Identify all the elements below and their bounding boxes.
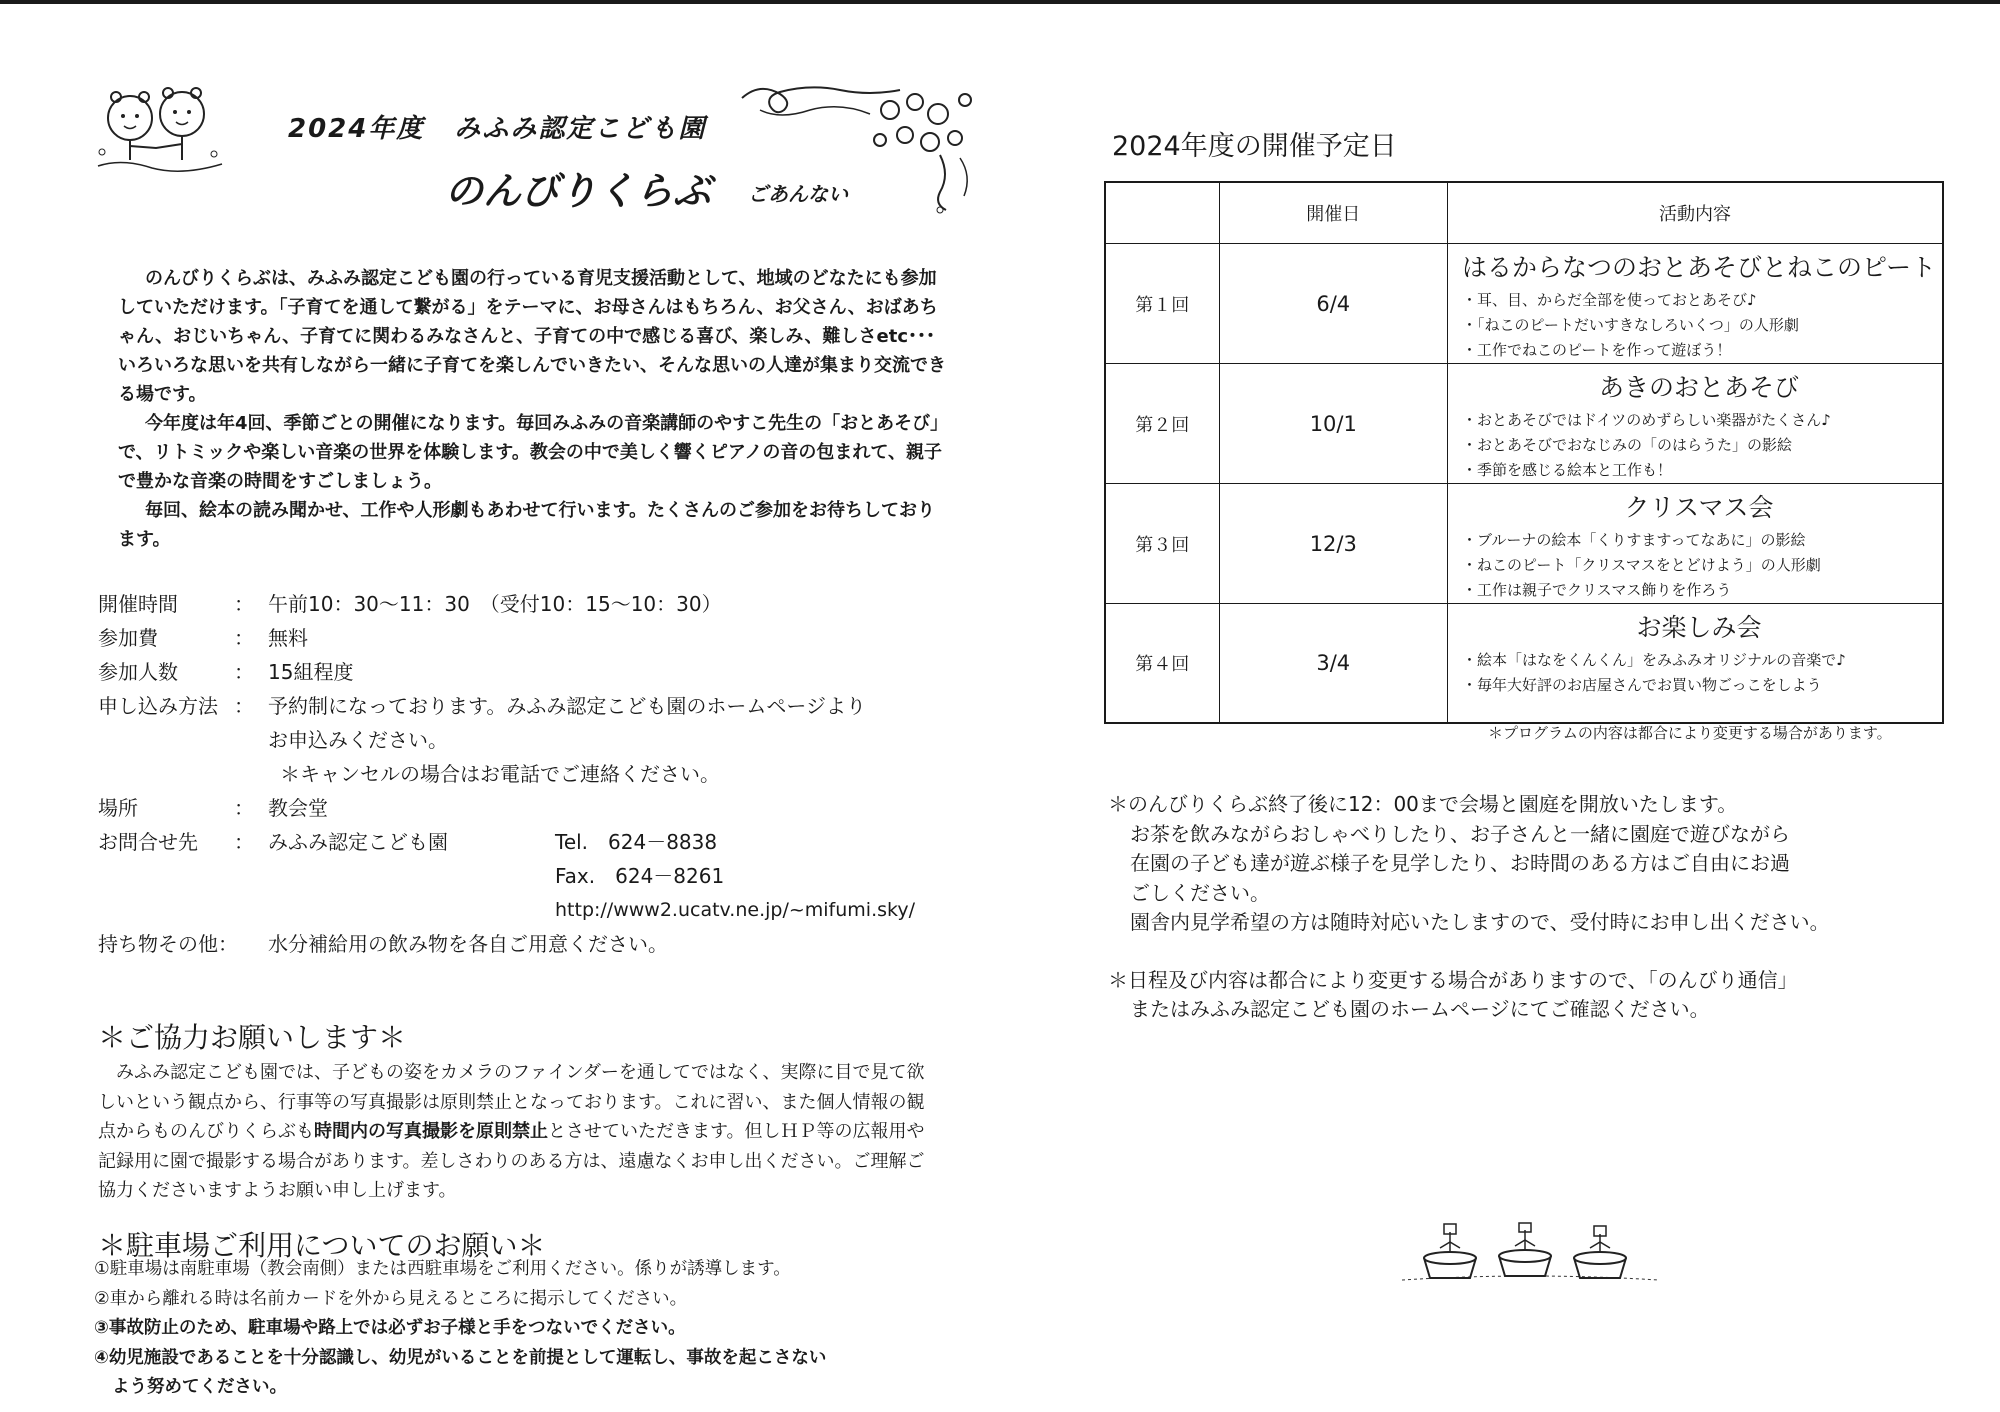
parking-item: よう努めてください。 bbox=[112, 1377, 287, 1397]
info-label: 開催時間 bbox=[98, 592, 178, 616]
activity-cell bbox=[1447, 244, 1943, 364]
cooperation-text-bold: 時間内の写真撮影を原則禁止 bbox=[314, 1121, 548, 1142]
info-row-time bbox=[98, 587, 978, 621]
activity-cell bbox=[1447, 364, 1943, 484]
date-cell: 3/4 bbox=[1219, 604, 1447, 724]
header-activity: 活動内容 bbox=[1447, 182, 1943, 244]
program-note: ＊プログラムの内容は都合により変更する場合があります。 bbox=[1488, 724, 1892, 742]
schedule-title: 2024年度の開催予定日 bbox=[1112, 131, 1397, 162]
info-label: 参加費 bbox=[98, 626, 158, 650]
round-cell: 第４回 bbox=[1105, 604, 1219, 724]
intro-paragraph: 今年度は年4回、季節ごとの開催になります。毎回みふみの音楽講師のやすこ先生の「おとあそび」で、リトミックや楽しい音楽の世界を体験します。教会の中で美しく響くピアノの音の包まれて、親子で豊かな音楽の時間をすごしましょう。 bbox=[118, 413, 949, 492]
info-value: 水分補給用の飲み物を各自ご用意ください。 bbox=[268, 932, 668, 956]
school-name: みふみ認定こども園 bbox=[454, 114, 707, 144]
notice-line: ＊のんびりくらぶ終了後に12：00まで会場と園庭を開放いたします。 bbox=[1108, 792, 1738, 816]
activity-bullet: ・ねこのピート「クリスマスをとどけよう」の人形劇 bbox=[1461, 556, 1821, 574]
schedule-row bbox=[1105, 244, 1943, 364]
activity-title: お楽しみ会 bbox=[1636, 613, 1762, 642]
activity-bullet: ・工作でねこのピートを作って遊ぼう！ bbox=[1461, 341, 1732, 359]
schedule-row bbox=[1105, 364, 1943, 484]
info-row-apply-cont bbox=[98, 723, 978, 757]
header-date: 開催日 bbox=[1219, 182, 1447, 244]
intro-text bbox=[118, 264, 952, 554]
round-cell: 第２回 bbox=[1105, 364, 1219, 484]
info-row-fee bbox=[98, 621, 978, 655]
info-row-cancel bbox=[98, 757, 978, 791]
notice-line: ごしください。 bbox=[1130, 880, 1270, 905]
cooperation-text bbox=[98, 1058, 928, 1206]
activity-bullet: ・おとあそびではドイツのめずらしい楽器がたくさん♪ bbox=[1461, 411, 1831, 429]
info-colon: ： bbox=[234, 660, 254, 684]
info-value: 教会堂 bbox=[268, 796, 328, 820]
notice-line: またはみふみ認定こども園のホームページにてご確認ください。 bbox=[1130, 997, 1710, 1021]
activity-bullet: ・季節を感じる絵本と工作も！ bbox=[1461, 461, 1672, 479]
info-row-place bbox=[98, 791, 978, 825]
contact-name: みふみ認定こども園 bbox=[268, 830, 448, 854]
flowerpot-illustration bbox=[1400, 1222, 1660, 1284]
notice-line: お茶を飲みながらおしゃべりしたり、お子さんと一緒に園庭で遊びながら bbox=[1130, 821, 1790, 846]
parking-item: ①駐車場は南駐車場（教会南側）または西駐車場をご利用ください。係りが誘導します。 bbox=[94, 1259, 791, 1279]
top-border bbox=[0, 0, 2000, 4]
event-info bbox=[98, 587, 978, 961]
info-value: 無料 bbox=[268, 626, 308, 650]
activity-cell bbox=[1447, 484, 1943, 604]
parking-item: ②車から離れる時は名前カードを外から見えるところに掲示してください。 bbox=[94, 1288, 688, 1309]
info-row-contact bbox=[98, 825, 978, 859]
notice-line: 園舎内見学希望の方は随時対応いたしますので、受付時にお申し出ください。 bbox=[1130, 910, 1830, 934]
year-label: 2024年度 bbox=[288, 114, 425, 144]
parking-list bbox=[94, 1255, 954, 1403]
round-cell: 第１回 bbox=[1105, 244, 1219, 364]
schedule-row bbox=[1105, 604, 1943, 724]
activity-title: あきのおとあそび bbox=[1598, 373, 1799, 402]
info-row-apply bbox=[98, 689, 978, 723]
intro-paragraph: 毎回、絵本の読み聞かせ、工作や人形劇もあわせて行います。たくさんのご参加をお待ちしております。 bbox=[118, 500, 936, 550]
activity-bullet: ・絵本「はなをくんくん」をみふみオリジナルの音楽で♪ bbox=[1461, 651, 1846, 669]
notice-line: ＊日程及び内容は都合により変更する場合がありますので、「のんびり通信」 bbox=[1108, 967, 1798, 992]
info-label: 申し込み方法 bbox=[98, 694, 218, 718]
club-subtitle: ごあんない bbox=[748, 182, 848, 206]
parking-item: ③事故防止のため、駐車場や路上では必ずお子様と手をつないでください。 bbox=[94, 1318, 686, 1338]
parking-heading: ＊駐車場ご利用についてのお願い＊ bbox=[98, 1229, 546, 1262]
parking-item: ④幼児施設であることを十分認識し、幼児がいることを前提として運転し、事故を起こさない bbox=[94, 1347, 827, 1368]
after-notice bbox=[1108, 790, 1978, 1025]
info-row-count bbox=[98, 655, 978, 689]
info-colon: ： bbox=[234, 694, 254, 718]
info-row-bring bbox=[98, 927, 978, 961]
intro-paragraph: のんびりくらぶは、みふみ認定こども園の行っている育児支援活動として、地域のどなたにも参加していただけます。「子育てを通して繋がる」をテーマに、お母さんはもちろん、お父さん、おばあちゃん、おじいちゃん、子育てに関わるみなさんと、子育ての中で感じる喜び、楽しみ、難しさetc･･･いろいろな思いを共有しながら一緒に子育てを楽しんでいきたい、そんな思いの人達が集まり交流できる場です。 bbox=[118, 268, 946, 405]
info-value: 予約制になっております。みふみ認定こども園のホームページより bbox=[268, 694, 866, 718]
cooperation-text-a: みふみ認定こども園では、子どもの姿をカメラのファインダーを通してではなく、実際に目で見て欲しいという観点から、行事等の写真撮影は原則禁止となっております。これに習い、また個人情報の観点からものんびりくらぶも bbox=[98, 1062, 925, 1142]
date-cell: 12/3 bbox=[1219, 484, 1447, 604]
activity-bullet: ・毎年大好評のお店屋さんでお買い物ごっこをしよう bbox=[1461, 676, 1822, 694]
club-title: のんびりくらぶ bbox=[445, 169, 712, 213]
contact-url: http://www2.ucatv.ne.jp/~mifumi.sky/ bbox=[555, 899, 915, 921]
date-cell: 6/4 bbox=[1219, 244, 1447, 364]
activity-cell bbox=[1447, 604, 1943, 724]
year-title bbox=[288, 108, 706, 145]
activity-title: はるからなつのおとあそびとねこのピート bbox=[1461, 253, 1936, 282]
header-blank bbox=[1105, 182, 1219, 244]
activity-title: クリスマス会 bbox=[1624, 493, 1774, 522]
info-row-url bbox=[98, 893, 978, 927]
schedule-row bbox=[1105, 484, 1943, 604]
kids-illustration bbox=[92, 82, 230, 178]
info-label: お問合せ先 bbox=[98, 830, 198, 854]
info-colon: ： bbox=[234, 592, 254, 616]
info-colon: ： bbox=[234, 796, 254, 820]
date-cell: 10/1 bbox=[1219, 364, 1447, 484]
info-label: 参加人数 bbox=[98, 660, 178, 684]
activity-bullet: ・ブルーナの絵本「くりすますってなあに」の影絵 bbox=[1461, 531, 1806, 549]
info-row-fax bbox=[98, 859, 978, 893]
schedule-table bbox=[1104, 181, 1944, 724]
round-cell: 第３回 bbox=[1105, 484, 1219, 604]
info-value: 15組程度 bbox=[268, 660, 354, 684]
cooperation-heading: ＊ご協力お願いします＊ bbox=[98, 1021, 407, 1054]
schedule-header-row bbox=[1105, 182, 1943, 244]
info-label: 場所 bbox=[98, 796, 138, 820]
activity-bullet: ・耳、目、からだ全部を使っておとあそび♪ bbox=[1461, 291, 1757, 309]
activity-bullet: ・工作は親子でクリスマス飾りを作ろう bbox=[1461, 581, 1732, 599]
cooperation-text-b: とさせていただきます。但しＨＰ等の広報用や記録用に園で撮影する場合があります。差しさわりのある方は、遠慮なくお申し出ください。ご理解ご協力くださいますようお願い申し上げます。 bbox=[98, 1121, 925, 1201]
info-colon: ： bbox=[234, 626, 254, 650]
info-value: 午前10：30～11：30 （受付10：15～10：30） bbox=[268, 592, 722, 616]
activity-bullet: ・おとあそびでおなじみの「のはらうた」の影絵 bbox=[1461, 436, 1792, 454]
notice-line: 在園の子ども達が遊ぶ様子を見学したり、お時間のある方はご自由にお過 bbox=[1130, 851, 1790, 875]
info-value: お申込みください。 bbox=[268, 728, 448, 752]
info-label: 持ち物その他： bbox=[98, 932, 238, 956]
activity-bullet: ・「ねこのピートだいすきなしろいくつ」の人形劇 bbox=[1461, 316, 1799, 334]
contact-tel: Tel. 624－8838 bbox=[555, 830, 718, 854]
info-colon: ： bbox=[234, 830, 254, 854]
cancel-note: ＊キャンセルの場合はお電話でご連絡ください。 bbox=[280, 762, 720, 786]
contact-fax: Fax. 624－8261 bbox=[555, 864, 725, 888]
